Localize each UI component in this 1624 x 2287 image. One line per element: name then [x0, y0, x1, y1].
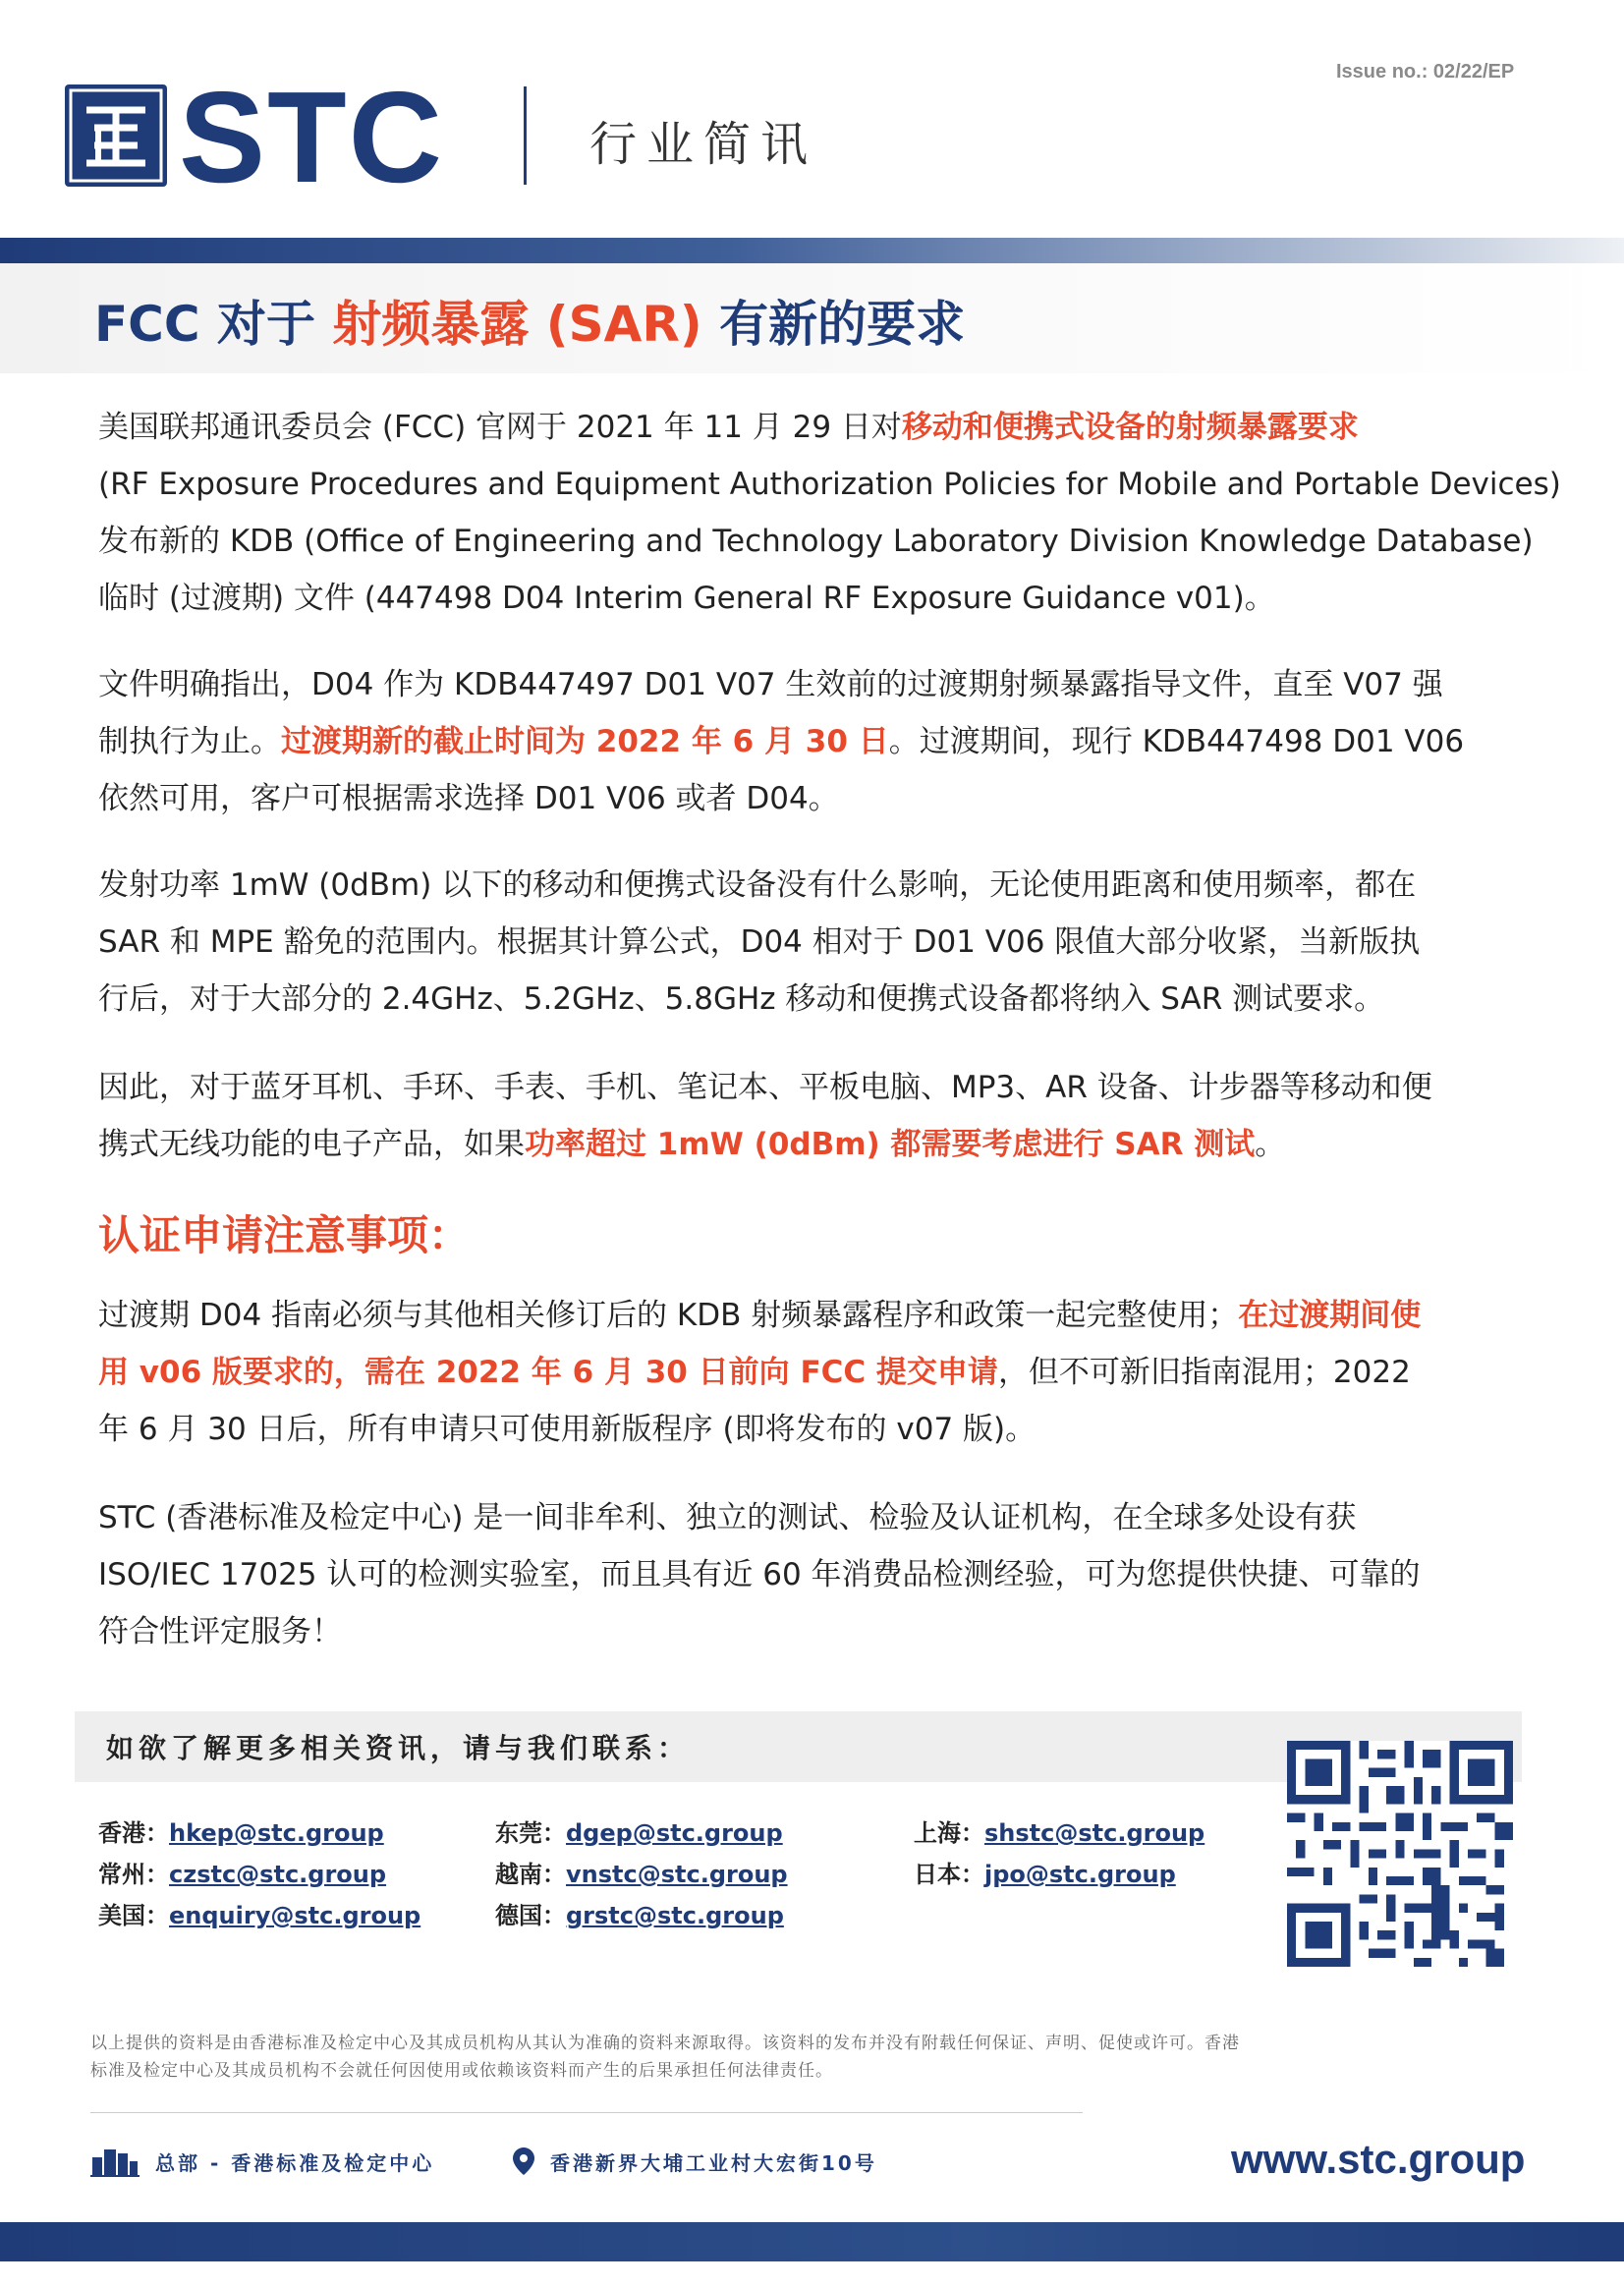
contact-region: 常州：: [98, 1861, 169, 1888]
p1-line3: 发布新的 KDB (Office of Engineering and Technology Laboratory Division Knowledge Database): [98, 524, 1534, 559]
website-link[interactable]: www.stc.group: [1231, 2136, 1526, 2182]
p2-line1: 文件明确指出，D04 作为 KDB447497 D01 V07 生效前的过渡期射频暴露指导文件，直至 V07 强: [98, 667, 1443, 702]
contact-region: 德国：: [495, 1902, 566, 1929]
contact-region: 越南：: [495, 1861, 566, 1888]
p5-line1a: 过渡期 D04 指南必须与其他相关修订后的 KDB 射频暴露程序和政策一起完整使用；: [98, 1298, 1239, 1333]
header-gradient-bar: [0, 238, 1624, 263]
p2-line3: 依然可用，客户可根据需求选择 D01 V06 或者 D04。: [98, 781, 839, 816]
p3-line1: 发射功率 1mW (0dBm) 以下的移动和便携式设备没有什么影响，无论使用距离和使用频率，都在: [98, 867, 1417, 903]
p6-line3: 符合性评定服务！: [98, 1614, 342, 1649]
contact-region: 香港：: [98, 1819, 169, 1847]
contact-email-link[interactable]: enquiry@stc.group: [169, 1902, 421, 1929]
contact-email-link[interactable]: dgep@stc.group: [566, 1819, 783, 1847]
paragraph-5: [98, 1287, 1525, 1458]
paragraph-6: [98, 1489, 1525, 1660]
paragraph-3: [98, 857, 1525, 1028]
contact-email-link[interactable]: shstc@stc.group: [984, 1819, 1205, 1847]
contact-sh: [914, 1813, 1204, 1848]
p1-line1a: 美国联邦通讯委员会 (FCC) 官网于 2021 年 11 月 29 日对: [98, 410, 902, 445]
disclaimer-line1: 以上提供的资料是由香港标准及检定中心及其成员机构从其认为准确的资料来源取得。该资料的发布并没有附载任何保证、声明、促使或许可。香港: [90, 2034, 1240, 2053]
title-part1: FCC 对于: [94, 296, 315, 353]
contact-jp: [914, 1855, 1176, 1889]
p2-deadline-highlight: 过渡期新的截止时间为 2022 年 6 月 30 日: [281, 724, 889, 759]
building-icon: [90, 2146, 140, 2181]
header-divider: [524, 86, 527, 185]
disclaimer-line2: 标准及检定中心及其成员机构不会就任何因使用或依赖该资料而产生的后果承担任何法律责任。: [90, 2061, 833, 2081]
p1-line4: 临时 (过渡期) 文件 (447498 D04 Interim General RF Exposure Guidance v01)。: [98, 581, 1275, 616]
p3-line2: SAR 和 MPE 豁免的范围内。根据其计算公式，D04 相对于 D01 V06 限值大部分收紧，当新版执: [98, 924, 1421, 960]
footer-headquarters: 总部 - 香港标准及检定中心: [155, 2151, 435, 2175]
p3-line3: 行后，对于大部分的 2.4GHz、5.2GHz、5.8GHz 移动和便携式设备都将纳入 SAR 测试要求。: [98, 981, 1385, 1017]
p4-line1: 因此，对于蓝牙耳机、手环、手表、手机、笔记本、平板电脑、MP3、AR 设备、计步器等移动和便: [98, 1070, 1432, 1105]
contact-us: [98, 1896, 420, 1930]
disclaimer: [90, 2030, 1466, 2085]
title-highlight: 射频暴露 (SAR): [332, 296, 702, 353]
contact-region: 美国：: [98, 1902, 169, 1929]
contact-email-link[interactable]: vnstc@stc.group: [566, 1861, 788, 1888]
paragraph-1: [98, 399, 1561, 627]
title-part2: 有新的要求: [719, 296, 966, 353]
contact-email-link[interactable]: grstc@stc.group: [566, 1902, 784, 1929]
qr-code-icon[interactable]: [1287, 1741, 1513, 1967]
p5-line3: 年 6 月 30 日后，所有申请只可使用新版程序 (即将发布的 v07 版)。: [98, 1412, 1036, 1447]
contact-dg: [495, 1813, 783, 1848]
stc-logo-icon: [65, 84, 167, 187]
stc-logo-text: STC: [179, 65, 444, 209]
footer-divider: [90, 2112, 1083, 2113]
contact-email-link[interactable]: czstc@stc.group: [169, 1861, 387, 1888]
p1-line1-highlight: 移动和便携式设备的射频暴露要求: [901, 410, 1359, 445]
contact-email-link[interactable]: jpo@stc.group: [984, 1861, 1176, 1888]
footer-bar: [0, 2222, 1624, 2261]
p4-sar-highlight: 功率超过 1mW (0dBm) 都需要考虑进行 SAR 测试: [525, 1127, 1256, 1162]
p5-line1-highlight: 在过渡期间使: [1238, 1298, 1422, 1333]
p2-line2c: 。过渡期间，现行 KDB447498 D01 V06: [888, 724, 1465, 759]
location-pin-icon: [513, 2148, 534, 2179]
p4-line2c: 。: [1255, 1127, 1286, 1162]
paragraph-2: [98, 656, 1525, 827]
paragraph-4: [98, 1059, 1525, 1173]
p2-line2a: 制执行为止。: [98, 724, 281, 759]
section-heading-certification: 认证申请注意事项：: [98, 1211, 471, 1259]
p5-line2b: ，但不可新旧指南混用；2022: [997, 1355, 1411, 1390]
contact-hk: [98, 1813, 384, 1848]
p6-line2: ISO/IEC 17025 认可的检测实验室，而且具有近 60 年消费品检测经验，可为您提供快捷、可靠的: [98, 1557, 1421, 1592]
header-subtitle: 行业简讯: [589, 117, 818, 172]
contact-region: 东莞：: [495, 1819, 566, 1847]
p4-line2a: 携式无线功能的电子产品，如果: [98, 1127, 525, 1162]
contact-de: [495, 1896, 784, 1930]
p6-line1: STC (香港标准及检定中心) 是一间非牟利、独立的测试、检验及认证机构，在全球多处设有获: [98, 1500, 1357, 1535]
page-title: [94, 285, 965, 356]
contact-heading: 如欲了解更多相关资讯，请与我们联系：: [106, 1732, 691, 1764]
footer-address: 香港新界大埔工业村大宏街10号: [550, 2151, 877, 2175]
p5-line2-highlight: 用 v06 版要求的，需在 2022 年 6 月 30 日前向 FCC 提交申请: [98, 1355, 998, 1390]
contact-cz: [98, 1855, 386, 1889]
issue-number: Issue no.: 02/22/EP: [1336, 61, 1515, 83]
contact-region: 日本：: [914, 1861, 984, 1888]
contact-region: 上海：: [914, 1819, 984, 1847]
contact-vn: [495, 1855, 788, 1889]
contact-email-link[interactable]: hkep@stc.group: [169, 1819, 384, 1847]
p1-line2: (RF Exposure Procedures and Equipment Authorization Policies for Mobile and Portable Devices): [98, 467, 1561, 502]
